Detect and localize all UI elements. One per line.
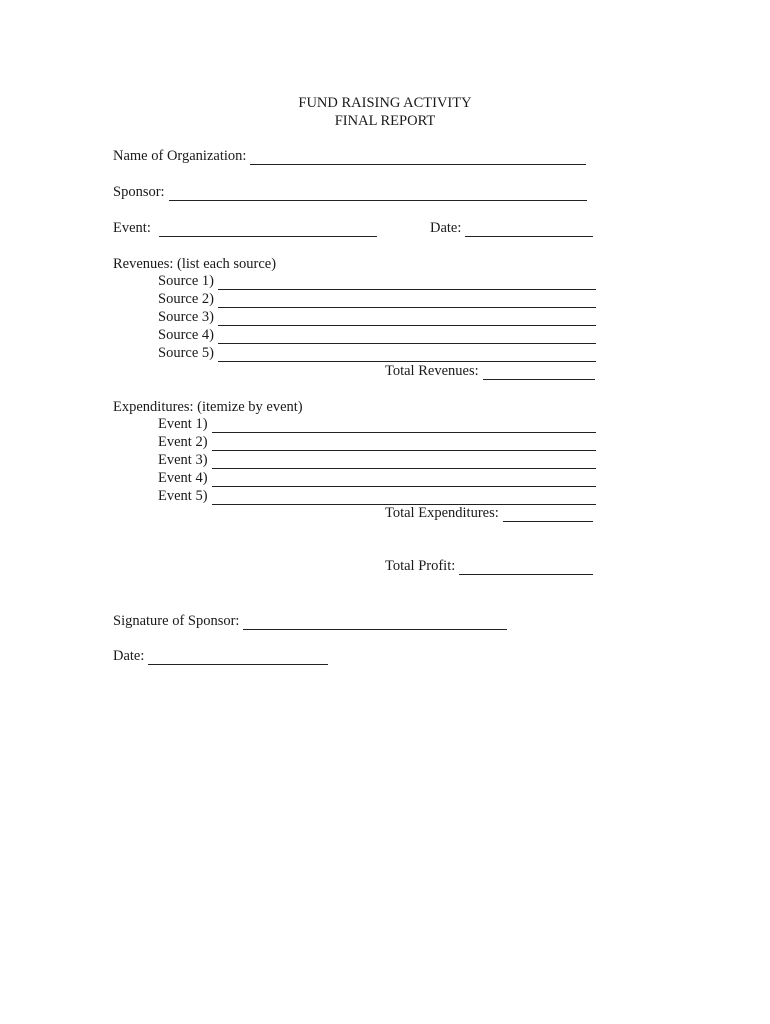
revenues-heading: Revenues: (list each source) (113, 256, 277, 272)
footer-date-label: Date: (113, 648, 145, 664)
total-expenditures-row (385, 504, 593, 522)
footer-date-blank[interactable] (148, 650, 328, 665)
expenditure-event-blank[interactable] (212, 490, 596, 505)
expenditure-event-row (158, 451, 596, 469)
revenue-source-label: Source 5) (158, 345, 214, 361)
expenditure-event-row (158, 469, 596, 487)
expenditure-event-label: Event 1) (158, 416, 208, 432)
total-profit-row (385, 557, 593, 575)
expenditure-event-label: Event 5) (158, 488, 208, 504)
expenditures-heading: Expenditures: (itemize by event) (113, 399, 303, 415)
organization-row (113, 147, 586, 165)
total-expenditures-label: Total Expenditures: (385, 505, 499, 521)
expenditure-event-row (158, 487, 596, 505)
sponsor-row (113, 183, 587, 201)
revenue-source-blank[interactable] (218, 329, 596, 344)
expenditure-event-blank[interactable] (212, 418, 596, 433)
revenue-source-blank[interactable] (218, 293, 596, 308)
expenditure-event-row (158, 415, 596, 433)
form-title-line-1: FUND RAISING ACTIVITY (298, 95, 472, 111)
signature-row (113, 612, 507, 630)
total-revenues-blank[interactable] (483, 365, 595, 380)
revenue-source-row (158, 272, 596, 290)
revenue-source-label: Source 1) (158, 273, 214, 289)
revenue-source-label: Source 2) (158, 291, 214, 307)
expenditure-event-label: Event 3) (158, 452, 208, 468)
event-blank[interactable] (159, 222, 377, 237)
sponsor-blank[interactable] (169, 186, 587, 201)
revenue-source-label: Source 4) (158, 327, 214, 343)
signature-label: Signature of Sponsor: (113, 613, 240, 629)
revenue-source-row (158, 290, 596, 308)
revenue-source-blank[interactable] (218, 347, 596, 362)
expenditure-event-label: Event 2) (158, 434, 208, 450)
total-profit-blank[interactable] (459, 560, 593, 575)
expenditure-event-label: Event 4) (158, 470, 208, 486)
expenditure-event-blank[interactable] (212, 454, 596, 469)
organization-label: Name of Organization: (113, 148, 247, 164)
revenue-source-blank[interactable] (218, 275, 596, 290)
form-title-line-2: FINAL REPORT (334, 113, 436, 129)
revenue-source-label: Source 3) (158, 309, 214, 325)
revenue-source-row (158, 308, 596, 326)
revenue-source-row (158, 344, 596, 362)
expenditure-event-row (158, 433, 596, 451)
event-row (113, 219, 377, 237)
revenue-source-blank[interactable] (218, 311, 596, 326)
event-label: Event: (113, 220, 151, 236)
signature-blank[interactable] (243, 615, 507, 630)
total-expenditures-blank[interactable] (503, 507, 593, 522)
expenditure-event-blank[interactable] (212, 436, 596, 451)
revenue-source-row (158, 326, 596, 344)
total-revenues-label: Total Revenues: (385, 363, 479, 379)
total-profit-label: Total Profit: (385, 558, 456, 574)
date-blank[interactable] (465, 222, 593, 237)
date-label: Date: (430, 220, 462, 236)
total-revenues-row (385, 362, 595, 380)
organization-blank[interactable] (250, 150, 586, 165)
sponsor-label: Sponsor: (113, 184, 165, 200)
footer-date-row (113, 647, 328, 665)
date-row (430, 219, 593, 237)
expenditure-event-blank[interactable] (212, 472, 596, 487)
